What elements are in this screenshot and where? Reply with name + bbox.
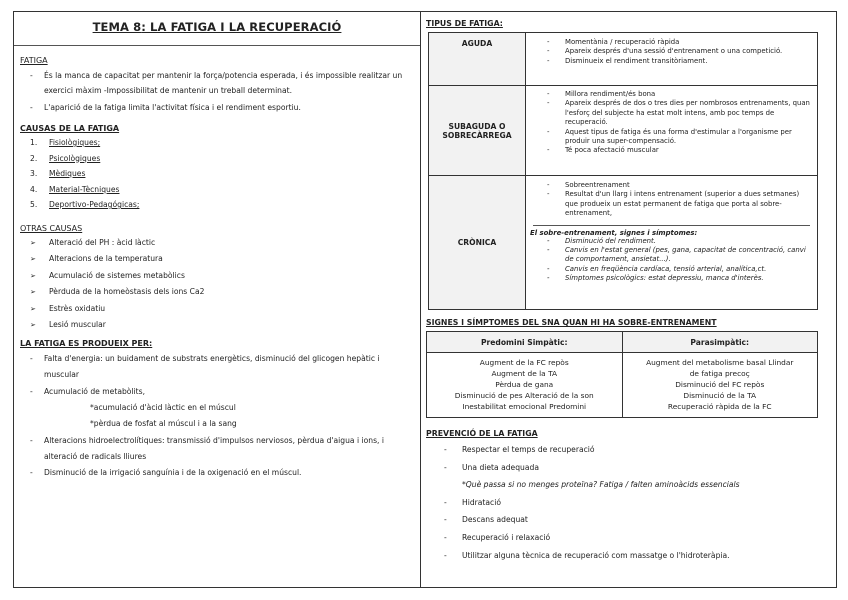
title-rule <box>14 45 420 46</box>
list-item: 5. Deportivo-Pedagógicas; <box>30 200 140 209</box>
list-item: - Alteracions hidroelectrolítiques: transmissió d'impulsos nerviosos, pèrdua d'aigua i ions, i alteració de radicals lliures <box>20 433 414 466</box>
prevencio-list <box>426 441 828 564</box>
list-item: - Millora rendiment/és bona <box>527 90 816 99</box>
prevencio-heading: PREVENCIÓ DE LA FATIGA <box>426 429 538 438</box>
list-item: - Hidratació <box>426 494 828 512</box>
table-row <box>427 353 818 418</box>
fatiga-heading: FATIGA <box>20 56 48 65</box>
signes-heading: SIGNES I SÍMPTOMES DEL SNA QUAN HI HA SOBRE-ENTRENAMENT <box>426 318 717 327</box>
overtraining-heading: El sobre-entrenament, signes i símptomes: <box>530 228 698 237</box>
inner-divider <box>533 225 810 226</box>
col-header-simpatic: Predomini Simpàtic: <box>427 332 623 353</box>
list-item: 4. Material-Tècniques <box>30 184 120 194</box>
list-item: - Apareix després d'una sessió d'entrenament o una competició. <box>527 47 816 56</box>
produeix-list <box>20 351 414 400</box>
causes-heading: CAUSAS DE LA FATIGA <box>20 124 120 133</box>
left-column <box>20 12 414 481</box>
list-item: - Sobreentrenament <box>527 181 816 190</box>
type-desc-subaguda <box>526 86 818 176</box>
table-row <box>429 33 818 86</box>
type-name-aguda: AGUDA <box>429 33 526 86</box>
type-name-cronica: CRÒNICA <box>429 176 526 310</box>
list-item: - Disminueix el rendiment transitòriament. <box>527 57 816 66</box>
fatigue-types-table <box>428 32 818 310</box>
produeix-sub-2: *pèrdua de fosfat al múscul i a la sang <box>90 419 237 429</box>
col-header-parasimpatic: Parasimpàtic: <box>622 332 818 353</box>
right-column <box>426 12 828 564</box>
list-item: - Canvis en freqüència cardíaca, tensió arterial, analítica,ct. <box>527 265 816 274</box>
list-item: - Momentània / recuperació ràpida <box>527 38 816 47</box>
list-item: - Falta d'energia: un buidament de substrats energètics, disminució del glicogen hepàtic i muscular <box>20 351 414 384</box>
list-item: ➢ Estrès oxidatiu <box>20 301 414 318</box>
list-item: 3. Mèdiques <box>30 169 86 178</box>
list-item: - Aquest tipus de fatiga és una forma d'estimular a l'organisme per produir una super-compensació. <box>527 128 816 147</box>
list-item: - Disminució del rendiment. <box>527 237 816 246</box>
list-item: 1. Fisiològiques; <box>30 138 101 147</box>
table-row <box>429 86 818 176</box>
produeix-sub-1: *acumulació d'àcid làctic en el múscul <box>90 402 236 412</box>
type-desc-cronica <box>526 176 818 310</box>
list-item: ➢ Alteracions de la temperatura <box>20 251 414 268</box>
otras-heading: OTRAS CAUSAS <box>20 223 83 233</box>
table-header-row <box>427 332 818 353</box>
otras-list <box>20 235 414 335</box>
type-name-subaguda: SUBAGUDA O SOBRECÀRREGA <box>429 86 526 176</box>
list-item: - És la manca de capacitat per mantenir la força/potencia esperada, i és impossible realitzar un exercici màxim -Impossibilitat de mantenir un treball determinat. <box>20 68 414 98</box>
type-desc-aguda <box>526 33 818 86</box>
list-item: - Descans adequat <box>426 511 828 529</box>
list-item: ➢ Pèrduda de la homeòstasis dels ions Ca2 <box>20 284 414 301</box>
parasimpatic-cell: Augment del metabolisme basal Llindar de fatiga precoç Disminució del FC repòs Disminució de la TA Recuperació ràpida de la FC <box>622 353 818 418</box>
list-item: - Té poca afectació muscular <box>527 146 816 155</box>
list-item: - Disminució de la irrigació sanguínia i de la oxigenació en el múscul. <box>20 465 414 481</box>
list-item: - L'aparició de la fatiga limita l'activitat física i el rendiment esportiu. <box>20 100 414 115</box>
tipus-heading: TIPUS DE FATIGA: <box>426 19 503 28</box>
page-title: TEMA 8: LA FATIGA I LA RECUPERACIÓ <box>92 20 342 34</box>
list-item: - Resultat d'un llarg i intens entrenament (superior a dues setmanes) que produeix un estat permanent de fatiga que porta al sobre-entrenament, <box>527 190 816 218</box>
list-item: - Respectar el temps de recuperació <box>426 441 828 459</box>
list-item: ➢ Alteració del PH : àcid làctic <box>20 235 414 252</box>
produeix-list-2 <box>20 433 414 482</box>
list-item: ➢ Lesió muscular <box>20 317 414 334</box>
simpatic-cell: Augment de la FC repòs Augment de la TA Pèrdua de gana Disminució de pes Alteració de la son Inestabilitat emocional Predomini <box>427 353 623 418</box>
causes-list <box>20 135 414 213</box>
note-item: *Què passa si no menges proteïna? Fatiga / falten aminoàcids essencials <box>462 480 740 490</box>
document-page <box>13 11 837 588</box>
table-row <box>429 176 818 310</box>
list-item: - Canvis en l'estat general (pes, gana, capacitat de concentració, canvi de comportament, ansietat...). <box>527 246 816 265</box>
list-item: - Una dieta adequada <box>426 459 828 477</box>
list-item: ➢ Acumulació de sistemes metabòlics <box>20 268 414 285</box>
list-item: - Recuperació i relaxació <box>426 529 828 547</box>
list-item: 2. Psicològiques <box>30 153 101 163</box>
produeix-heading: LA FATIGA ES PRODUEIX PER: <box>20 339 153 349</box>
list-item: - Utilitzar alguna tècnica de recuperació com massatge o l'hidroteràpia. <box>426 547 828 565</box>
column-divider <box>420 12 421 587</box>
list-item: - Símptomes psicològics: estat depressiu, manca d'interès. <box>527 274 816 283</box>
sna-signs-table <box>426 331 818 418</box>
fatiga-list <box>20 68 414 115</box>
list-item: - Apareix després de dos o tres dies per nombrosos entrenaments, quan l'esforç del subjecte ha estat molt intens, amb poc temps de recuperació. <box>527 99 816 127</box>
list-item: - Acumulació de metabòlits, <box>20 384 414 400</box>
